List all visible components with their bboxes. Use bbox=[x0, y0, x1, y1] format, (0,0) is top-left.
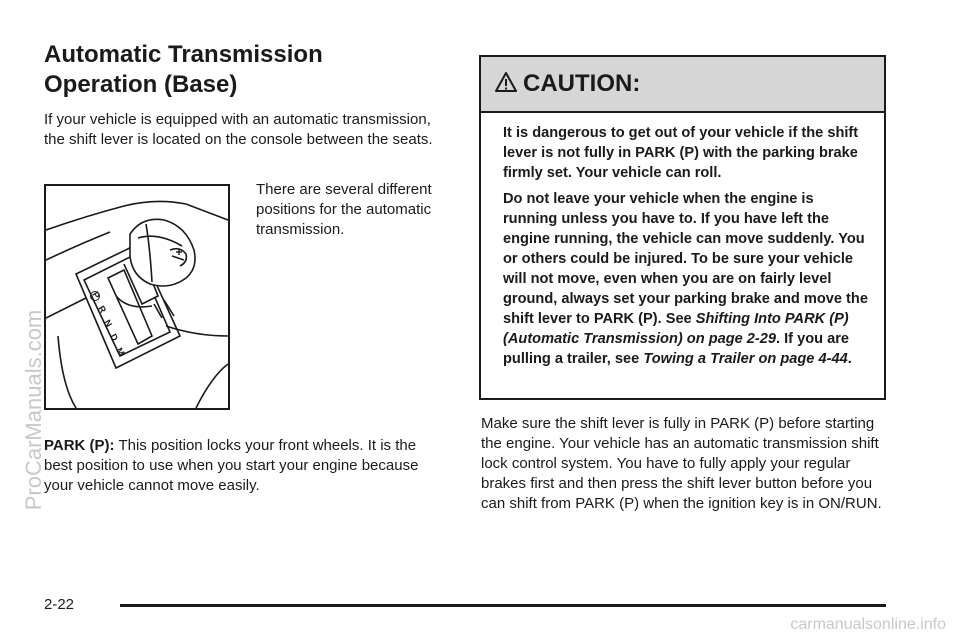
heading-line-2: Operation (Base) bbox=[44, 71, 238, 98]
park-text: This position locks your front wheels. It is the best position to use when you start your engine because your vehicle cannot move easily. bbox=[44, 437, 419, 494]
bottom-watermark: carmanualsonline.info bbox=[790, 616, 946, 633]
caution-title: CAUTION: bbox=[523, 70, 641, 97]
shift-lock-paragraph: Make sure the shift lever is fully in PARK (P) before starting the engine. Your vehicle has an automatic transmission shift lock control system. You have to fully apply your regular brakes first and then press the shift lever button before you can shift from PARK (P) when the ignition key is in ON/RUN. bbox=[481, 415, 882, 512]
warning-triangle-icon bbox=[495, 71, 517, 98]
section-heading bbox=[44, 40, 444, 100]
side-watermark-text: ProCarManuals.com bbox=[21, 309, 46, 511]
caution-text-c: . bbox=[847, 351, 852, 367]
shift-lever-drawing bbox=[46, 186, 228, 408]
intro-paragraph: If your vehicle is equipped with an automatic transmission, the shift lever is located on the console between the seats. bbox=[44, 111, 433, 148]
footer-divider bbox=[120, 604, 886, 607]
caution-header bbox=[481, 57, 884, 113]
gear-letter-d: D bbox=[108, 332, 121, 343]
caution-body bbox=[481, 113, 884, 369]
caution-text-b: . If you are pulling a trailer, see bbox=[503, 331, 850, 367]
caution-paragraph-1: It is dangerous to get out of your vehicle if the shift lever is not fully in PARK (P) with the parking brake firmly set. Your vehicle can roll. bbox=[503, 125, 859, 181]
gear-letter-n: N bbox=[102, 318, 115, 329]
caution-paragraph-2 bbox=[503, 189, 868, 369]
park-paragraph bbox=[44, 436, 444, 496]
gear-letter-m: M bbox=[114, 346, 127, 358]
shifting-into-park-reference: Shifting Into PARK (P) (Automatic Transmission) on page 2-29 bbox=[503, 311, 849, 347]
caution-text-a: Do not leave your vehicle when the engine is running unless you have to. If you have left the engine running, the vehicle can move suddenly. You or others could be injured. To be sure your vehicle will not move, even when you are on fairly level ground, always set your parking brake and move the shift lever to PARK (P). See bbox=[503, 191, 868, 327]
side-watermark bbox=[14, 200, 54, 620]
gear-letter-p: P bbox=[90, 290, 102, 301]
park-label: PARK (P): bbox=[44, 437, 115, 454]
page-number: 2-22 bbox=[44, 596, 75, 613]
positions-paragraph: There are several different positions for the automatic transmission. bbox=[256, 181, 432, 238]
gear-letter-r: R bbox=[96, 304, 109, 315]
shift-lever-illustration bbox=[44, 184, 230, 410]
towing-trailer-reference: Towing a Trailer on page 4-44 bbox=[643, 351, 848, 367]
heading-line-1: Automatic Transmission bbox=[44, 41, 323, 68]
caution-box bbox=[479, 55, 886, 400]
